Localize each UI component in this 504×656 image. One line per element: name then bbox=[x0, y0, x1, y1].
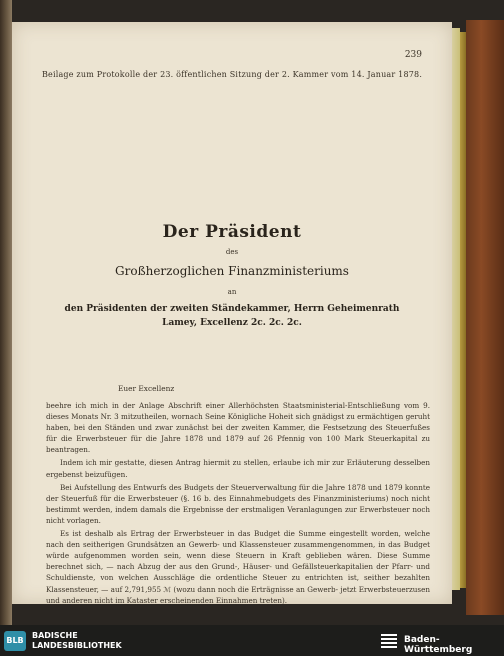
addressee bbox=[12, 302, 452, 330]
page-gilt-edge bbox=[460, 32, 466, 588]
addressee-line-2: Lamey, Excellenz 2c. 2c. 2c. bbox=[162, 318, 302, 328]
page-stack-edge bbox=[452, 28, 460, 590]
page-subtitle: Großherzoglichen Finanzministeriums bbox=[115, 264, 349, 278]
blb-logo[interactable]: BLB bbox=[4, 631, 26, 651]
paragraph: Es ist deshalb als Ertrag der Erwerbsteuer in das Budget die Summe eingestellt worden, welche nach den seitherigen Grundsätzen an Gewerb- und Klassensteuer zusammengenommen, in das Budget würde aufgenommen worden sein, wenn diese Steuern in Kraft geblieben wären. Diese Summe berechnet sich, — nach Abzug der aus den Grund-, Häuser- und Gefällsteuerkapitalien der Pfarr- und Schuldienste, von welchen Ausschläge die ordentliche Steuer zu entrichten ist, seither bezahlten Klassensteuer, — auf 2,791,955 ℳ (wozu dann noch die Erträgnisse an Gewerb- jetzt Erwerbsteuerzusen und anderen nicht im Kataster erscheinenden Einnahmen treten). bbox=[46, 529, 430, 605]
baden-wuerttemberg-lions-icon bbox=[378, 630, 400, 652]
blb-name[interactable] bbox=[32, 631, 122, 651]
addressee-line-1: den Präsidenten der zweiten Ständekammer, Herrn Geheimenrath bbox=[64, 304, 400, 314]
connector-an: an bbox=[227, 288, 237, 296]
body-text bbox=[46, 400, 430, 608]
salutation: Euer Excellenz bbox=[118, 384, 175, 393]
blb-name-line-1: BADISCHE bbox=[32, 631, 78, 640]
connector-des: des bbox=[225, 248, 239, 256]
page-title: Der Präsident bbox=[162, 222, 302, 242]
document-page bbox=[12, 22, 452, 604]
blb-name-line-2: LANDESBIBLIOTHEK bbox=[32, 641, 122, 650]
page-number: 239 bbox=[404, 50, 422, 60]
paragraph: Bei Aufstellung des Entwurfs des Budgets der Steuerverwaltung für die Jahre 1878 und 1879 konnte der Steuerfuß für die Erwerbsteuer (§. 16 b. des Einnahmebudgets des Finanzministeriums) noch nicht bestimmt werden, indem damals die Ergebnisse der erstmaligen Veranlagungen zur Erwerbsteuer noch nicht vorlagen. bbox=[46, 482, 430, 525]
book-cover-edge bbox=[466, 20, 504, 615]
page-header: Beilage zum Protokolle der 23. öffentlichen Sitzung der 2. Kammer vom 14. Januar 1878. bbox=[41, 70, 423, 79]
book-spine bbox=[0, 0, 12, 625]
paragraph: Indem ich mir gestatte, diesen Antrag hiermit zu stellen, erlaube ich mir zur Erläuterung desselben ergebenst beizufügen. bbox=[46, 458, 430, 479]
bw-name[interactable]: Baden-Württemberg bbox=[404, 635, 473, 655]
paragraph: beehre ich mich in der Anlage Abschrift einer Allerhöchsten Staatsministerial-Entschließung vom 9. dieses Monats Nr. 3 mitzutheilen, wornach Seine Königliche Hoheit sich gnädigst zu ermächtigen geruht haben, bei den Ständen und zwar zunächst bei der zweiten Kammer, die Festsetzung des Steuerfußes für die Erwerbsteuer für die Jahre 1878 und 1879 auf 26 Pfennig von 100 Mark Steuerkapital zu beantragen. bbox=[46, 401, 430, 455]
